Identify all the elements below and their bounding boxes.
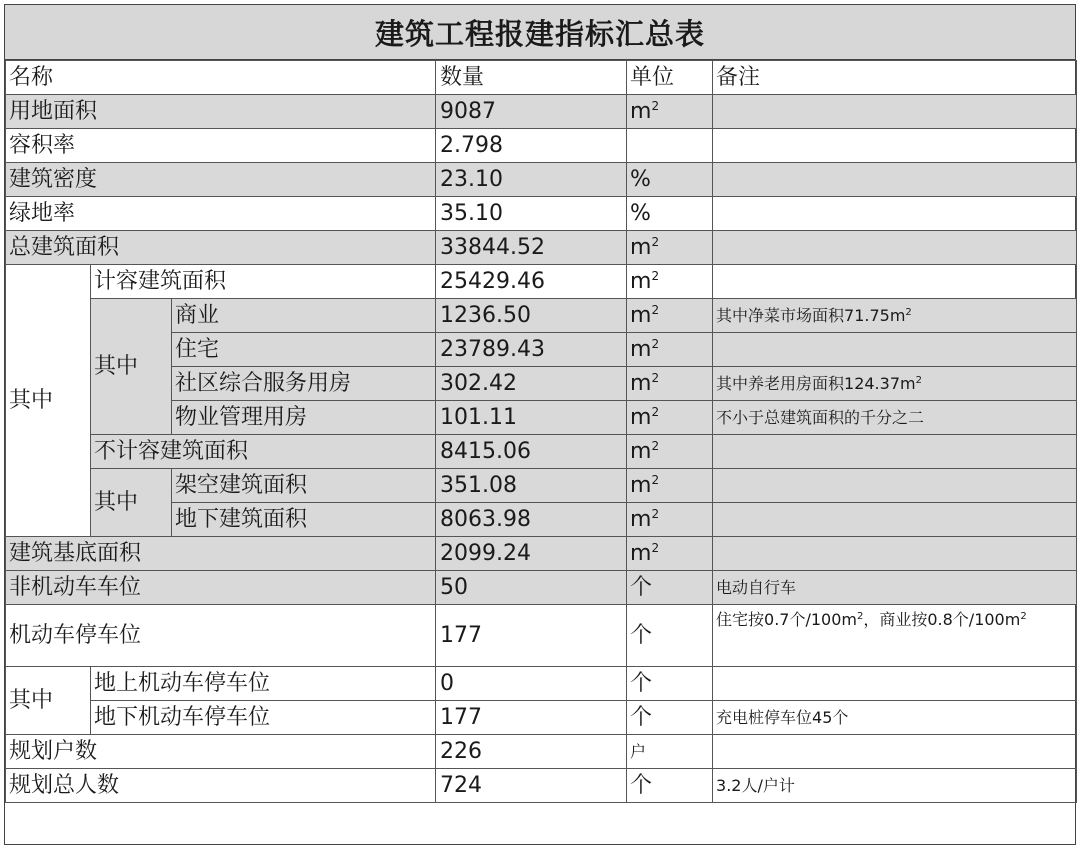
row-name: 计容建筑面积 (91, 265, 436, 299)
row-unit: 个 (627, 667, 713, 701)
row-unit: $m^2$ (627, 435, 713, 469)
row-unit: $m^2$ (627, 503, 713, 537)
summary-table (5, 60, 1077, 803)
row-unit: 个 (627, 571, 713, 605)
row-note (713, 265, 1077, 299)
table-row (6, 537, 1077, 571)
row-qty: 8415.06 (436, 435, 627, 469)
row-name: 规划户数 (6, 735, 436, 769)
group-label-parking: 其中 (6, 667, 91, 735)
row-unit: $m^2$ (627, 537, 713, 571)
row-unit: $m^2$ (627, 299, 713, 333)
row-note (713, 333, 1077, 367)
row-name: 住宅 (172, 333, 436, 367)
row-note: 住宅按0.7个$/100m^2$，商业按0.8个$/100m^2$ (713, 605, 1077, 667)
group-label-counted: 其中 (91, 299, 172, 435)
row-name: 绿地率 (6, 197, 436, 231)
row-note (713, 197, 1077, 231)
row-name: 总建筑面积 (6, 231, 436, 265)
row-unit: $m^2$ (627, 95, 713, 129)
row-qty: 9087 (436, 95, 627, 129)
table-row (6, 197, 1077, 231)
group-label-uncounted: 其中 (91, 469, 172, 537)
row-name: 架空建筑面积 (172, 469, 436, 503)
table-row (6, 605, 1077, 667)
row-note (713, 129, 1077, 163)
row-note (713, 537, 1077, 571)
row-name: 用地面积 (6, 95, 436, 129)
row-qty: 50 (436, 571, 627, 605)
row-name: 商业 (172, 299, 436, 333)
row-qty: 302.42 (436, 367, 627, 401)
row-note (713, 503, 1077, 537)
row-qty: 33844.52 (436, 231, 627, 265)
row-name: 规划总人数 (6, 769, 436, 803)
row-qty: 2.798 (436, 129, 627, 163)
table-row (6, 701, 1077, 735)
row-name: 机动车停车位 (6, 605, 436, 667)
row-note: 3.2人/户计 (713, 769, 1077, 803)
row-qty: 177 (436, 701, 627, 735)
row-qty: 0 (436, 667, 627, 701)
row-unit: % (627, 197, 713, 231)
row-unit: $m^2$ (627, 401, 713, 435)
row-name: 建筑密度 (6, 163, 436, 197)
header-name: 名称 (6, 61, 436, 95)
row-qty: 101.11 (436, 401, 627, 435)
table-row (6, 265, 1077, 299)
row-unit: $m^2$ (627, 333, 713, 367)
row-unit: $m^2$ (627, 469, 713, 503)
row-name: 非机动车车位 (6, 571, 436, 605)
row-note: 电动自行车 (713, 571, 1077, 605)
row-qty: 1236.50 (436, 299, 627, 333)
row-note: 其中养老用房面积$124.37m^2$ (713, 367, 1077, 401)
header-qty: 数量 (436, 61, 627, 95)
row-qty: 8063.98 (436, 503, 627, 537)
table-row (6, 667, 1077, 701)
row-name: 建筑基底面积 (6, 537, 436, 571)
group-label-area: 其中 (6, 265, 91, 537)
header-unit: 单位 (627, 61, 713, 95)
row-note: 其中净菜市场面积$71.75m^2$ (713, 299, 1077, 333)
row-qty: 226 (436, 735, 627, 769)
table-header-row (6, 61, 1077, 95)
table-row (6, 231, 1077, 265)
row-note: 充电桩停车位45个 (713, 701, 1077, 735)
table-row (6, 571, 1077, 605)
row-unit (627, 129, 713, 163)
row-name: 地下建筑面积 (172, 503, 436, 537)
table-row (6, 299, 1077, 333)
table-row (6, 163, 1077, 197)
row-unit: $m^2$ (627, 265, 713, 299)
row-qty: 23789.43 (436, 333, 627, 367)
row-unit: 户 (627, 735, 713, 769)
row-name: 容积率 (6, 129, 436, 163)
row-qty: 351.08 (436, 469, 627, 503)
row-note (713, 231, 1077, 265)
row-qty: 724 (436, 769, 627, 803)
header-note: 备注 (713, 61, 1077, 95)
row-qty: 177 (436, 605, 627, 667)
page-title: 建筑工程报建指标汇总表 (5, 5, 1075, 60)
row-unit: $m^2$ (627, 231, 713, 265)
table-row (6, 435, 1077, 469)
table-row (6, 469, 1077, 503)
row-note (713, 435, 1077, 469)
row-unit: 个 (627, 701, 713, 735)
table-row (6, 129, 1077, 163)
row-name: 地上机动车停车位 (91, 667, 436, 701)
row-name: 社区综合服务用房 (172, 367, 436, 401)
row-name: 不计容建筑面积 (91, 435, 436, 469)
row-note: 不小于总建筑面积的千分之二 (713, 401, 1077, 435)
row-qty: 2099.24 (436, 537, 627, 571)
row-note (713, 735, 1077, 769)
row-note (713, 469, 1077, 503)
row-note (713, 95, 1077, 129)
row-name: 地下机动车停车位 (91, 701, 436, 735)
row-unit: 个 (627, 769, 713, 803)
row-name: 物业管理用房 (172, 401, 436, 435)
row-qty: 25429.46 (436, 265, 627, 299)
row-note (713, 667, 1077, 701)
row-unit: 个 (627, 605, 713, 667)
row-unit: $m^2$ (627, 367, 713, 401)
row-unit: % (627, 163, 713, 197)
row-note (713, 163, 1077, 197)
table-row (6, 769, 1077, 803)
table-row (6, 95, 1077, 129)
row-qty: 35.10 (436, 197, 627, 231)
table-row (6, 735, 1077, 769)
row-qty: 23.10 (436, 163, 627, 197)
